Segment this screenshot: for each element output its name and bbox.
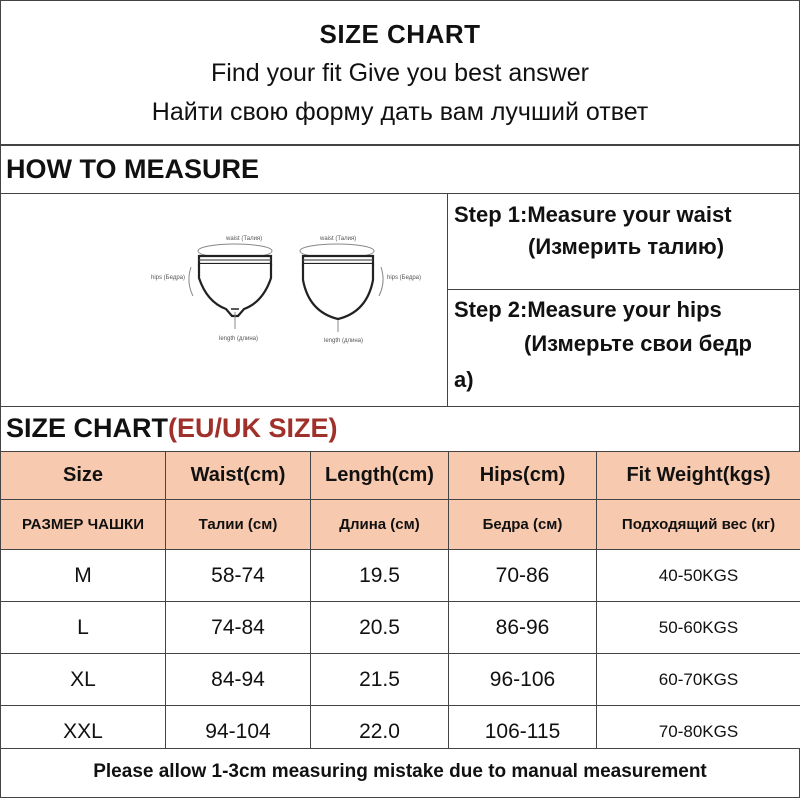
table-row: [1, 602, 800, 654]
label-length-back: length (длина): [324, 338, 364, 344]
length-cell: 19.5: [311, 550, 449, 602]
header-cell: РАЗМЕР ЧАШКИ: [1, 500, 166, 550]
table-row: [1, 654, 800, 706]
label-waist-back: waist (Талия): [320, 236, 357, 242]
header-cell: Fit Weight(kgs): [597, 452, 800, 500]
header-section: [0, 0, 800, 145]
waist-cell: 58-74: [166, 550, 311, 602]
size-chart-title: [6, 413, 338, 444]
step2-russian: (Измерьте свои бедр: [524, 331, 752, 356]
label-hips-back: hips (Бедра): [387, 275, 421, 281]
header-cell: Бедра (см): [449, 500, 597, 550]
measure-figure-cell: [0, 193, 448, 407]
footer-note-cell: [0, 748, 800, 798]
length-cell: 21.5: [311, 654, 449, 706]
size-cell: XXL: [1, 706, 166, 758]
weight-cell: 60-70KGS: [597, 654, 800, 706]
header-cell: Waist(cm): [166, 452, 311, 500]
hips-cell: 86-96: [449, 602, 597, 654]
table-row: [1, 550, 800, 602]
label-waist-front: waist (Талия): [226, 236, 263, 242]
header-cell: Size: [1, 452, 166, 500]
length-cell: 22.0: [311, 706, 449, 758]
how-to-measure-title: HOW TO MEASURE: [6, 154, 260, 184]
hips-cell: 106-115: [449, 706, 597, 758]
step2-russian-cont: а): [454, 367, 474, 392]
label-hips-front: hips (Бедра): [151, 275, 185, 281]
header-cell: Подходящий вес (кг): [597, 500, 800, 550]
weight-cell: 70-80KGS: [597, 706, 800, 758]
weight-cell: 40-50KGS: [597, 550, 800, 602]
label-length-front: length (длина): [219, 336, 259, 342]
subtitle-english: Find your fit Give you best answer: [211, 59, 589, 87]
length-cell: 20.5: [311, 602, 449, 654]
weight-cell: 50-60KGS: [597, 602, 800, 654]
size-cell: XL: [1, 654, 166, 706]
header-cell: Hips(cm): [449, 452, 597, 500]
waist-cell: 94-104: [166, 706, 311, 758]
table-header-english: [1, 452, 800, 500]
how-to-measure-heading: [0, 145, 800, 194]
size-table: [0, 451, 800, 758]
header-cell: Талии (см): [166, 500, 311, 550]
waist-cell: 84-94: [166, 654, 311, 706]
size-cell: M: [1, 550, 166, 602]
footer-note: Please allow 1-3cm measuring mistake due to manual measurement: [93, 761, 707, 782]
size-chart-heading: [0, 406, 800, 452]
header-cell: Length(cm): [311, 452, 449, 500]
back-brief-icon: [300, 244, 383, 332]
size-cell: L: [1, 602, 166, 654]
hips-cell: 70-86: [449, 550, 597, 602]
size-chart-title-main: SIZE CHART: [6, 413, 168, 443]
page-title: SIZE CHART: [319, 19, 481, 49]
front-brief-icon: [189, 244, 272, 329]
underwear-measure-illustration: [1, 194, 447, 406]
header-cell: Длина (см): [311, 500, 449, 550]
waist-cell: 74-84: [166, 602, 311, 654]
size-chart-title-region: (EU/UK SIZE): [168, 413, 338, 443]
subtitle-russian: Найти свою форму дать вам лучший ответ: [151, 98, 649, 126]
step1-english: Step 1:Measure your waist: [454, 202, 732, 227]
step2-english: Step 2:Measure your hips: [454, 297, 722, 322]
step1-russian: (Измерить талию): [528, 234, 725, 259]
step1-cell: [447, 193, 800, 290]
hips-cell: 96-106: [449, 654, 597, 706]
step2-cell: [447, 289, 800, 407]
table-header-russian: [1, 500, 800, 550]
